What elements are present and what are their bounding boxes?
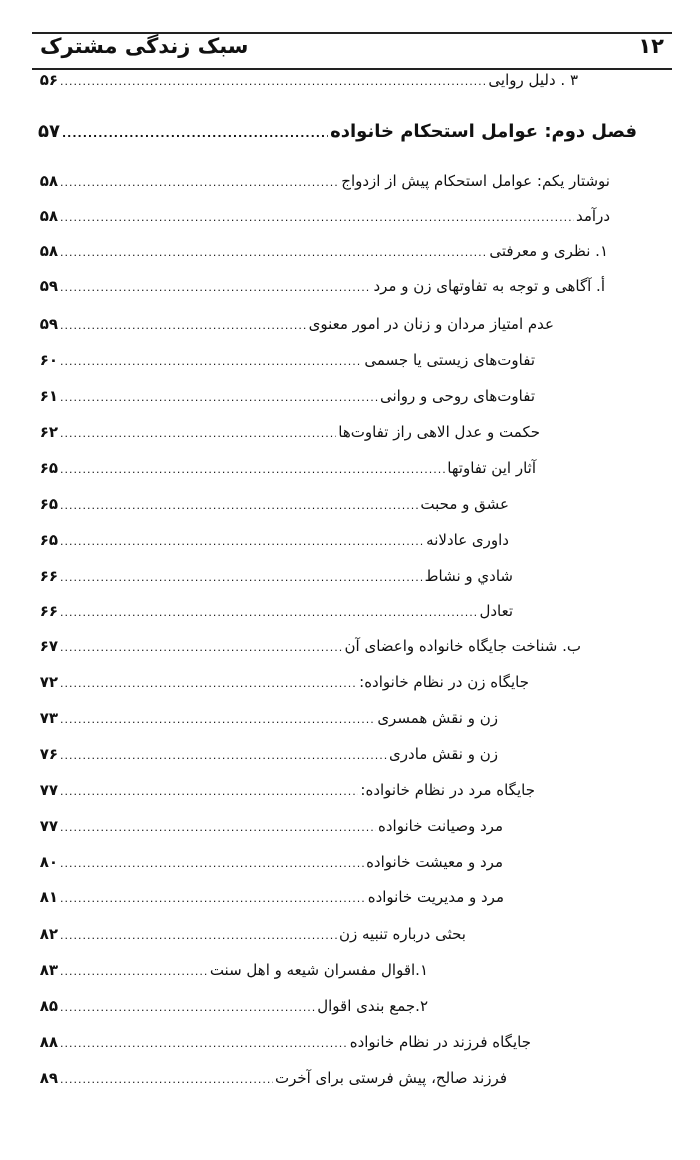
toc-entry-title: ۳ . دلیل روایی <box>488 71 578 89</box>
dot-leader <box>60 571 423 584</box>
toc-entry-title: داوری عادلانه <box>426 531 509 549</box>
dot-leader <box>60 965 208 978</box>
toc-entry-page: ۶۲ <box>39 423 58 441</box>
toc-entry-page: ۸۱ <box>39 888 58 906</box>
toc-entry-page: ۶۰ <box>39 351 58 369</box>
toc-entry-title: جایگاه مرد در نظام خانواده: <box>360 781 535 799</box>
toc-entry-page: ۸۵ <box>39 997 58 1015</box>
toc-entry <box>38 351 535 379</box>
dot-leader <box>60 391 378 404</box>
dot-leader <box>60 785 358 798</box>
page-number: ۱۲ <box>638 34 664 58</box>
dot-leader <box>60 427 336 440</box>
toc-entry-title: أ. آگاهی و توجه به تفاوتهای زن و مرد <box>373 277 605 295</box>
toc-entry-page: ۵۸ <box>39 172 58 190</box>
toc-entry <box>38 71 578 99</box>
toc-entry-title: مرد و مدیریت خانواده <box>367 888 504 906</box>
toc-entry-title: عشق و محبت <box>420 495 509 513</box>
toc-entry <box>38 242 608 270</box>
toc-entry-title: فرزند صالح، پیش فرستی برای آخرت <box>274 1069 507 1087</box>
toc-entry <box>38 315 554 343</box>
dot-leader <box>60 641 343 654</box>
dot-leader <box>60 677 357 690</box>
dot-leader <box>60 821 376 834</box>
running-header-title: سبک زندگی مشترک <box>40 34 249 58</box>
toc-entry-title: زن و نقش مادری <box>389 745 498 763</box>
toc-entry-title: جایگاه زن در نظام خانواده: <box>359 673 529 691</box>
toc-entry-page: ۸۹ <box>39 1069 58 1087</box>
toc-entry <box>38 207 610 235</box>
toc-entry-title: بحثی درباره تنبیه زن <box>338 925 466 943</box>
dot-leader <box>60 75 486 88</box>
header-bottom-rule <box>32 68 672 70</box>
toc-entry-page: ۸۲ <box>39 925 58 943</box>
dot-leader <box>60 857 364 870</box>
toc-entry <box>38 1033 531 1061</box>
dot-leader <box>60 355 362 368</box>
dot-leader <box>60 713 375 726</box>
toc-entry-title: عدم امتیاز مردان و زنان در امور معنوی <box>308 315 554 333</box>
toc-entry <box>38 961 428 989</box>
dot-leader <box>60 1037 348 1050</box>
dot-leader <box>60 211 574 224</box>
toc-entry-page: ۵۷ <box>38 121 60 142</box>
toc-entry-title: شادي و نشاط <box>424 567 513 585</box>
toc-entry-page: ۷۷ <box>39 817 58 835</box>
toc-entry <box>38 745 498 773</box>
toc-entry-page: ۵۶ <box>39 71 58 89</box>
dot-leader <box>60 1073 273 1086</box>
dot-leader <box>60 929 337 942</box>
toc-entry <box>38 817 503 845</box>
toc-entry-page: ۸۳ <box>39 961 58 979</box>
dot-leader <box>60 281 371 294</box>
toc-entry-page: ۵۸ <box>39 242 58 260</box>
toc-entry <box>38 423 540 451</box>
toc-entry-page: ۶۷ <box>39 637 58 655</box>
toc-entry-title: تفاوت‌های روحی و روانی <box>379 387 535 405</box>
toc-entry-page: ۶۶ <box>39 602 58 620</box>
toc-entry <box>38 853 503 881</box>
toc-entry <box>38 781 535 809</box>
toc-entry <box>38 531 509 559</box>
toc-entry-title: ۲.جمع بندی اقوال <box>317 997 428 1015</box>
toc-entry-title: درآمد <box>576 207 610 225</box>
toc-entry-title: جایگاه فرزند در نظام خانواده <box>349 1033 531 1051</box>
toc-entry <box>38 1069 507 1097</box>
toc-entry-title: مرد وصیانت خانواده <box>378 817 503 835</box>
toc-entry-page: ۶۱ <box>39 387 58 405</box>
toc-entry-page: ۶۵ <box>39 459 58 477</box>
toc-entry <box>38 637 581 665</box>
toc-entry <box>38 925 466 953</box>
toc-entry-title: فصل دوم: عوامل استحکام خانواده <box>330 121 637 142</box>
dot-leader <box>60 176 339 189</box>
dot-leader <box>60 319 307 332</box>
toc-entry-page: ۸۰ <box>39 853 58 871</box>
toc-entry <box>38 277 605 305</box>
toc-entry <box>38 172 610 200</box>
dot-leader <box>60 463 445 476</box>
toc-entry-title: زن و نقش همسری <box>377 709 498 727</box>
toc-entry-title: نوشتار یکم: عوامل استحکام پیش از ازدواج <box>341 172 610 190</box>
toc-entry-page: ۸۸ <box>39 1033 58 1051</box>
toc-entry-page: ۶۵ <box>39 531 58 549</box>
toc-entry-title: تفاوت‌های زیستی یا جسمی <box>364 351 535 369</box>
toc-entry <box>38 387 535 415</box>
toc-entry-title: مرد و معیشت خانواده <box>366 853 503 871</box>
toc-entry <box>38 602 513 630</box>
dot-leader <box>62 127 328 140</box>
toc-entry <box>38 888 504 916</box>
toc-entry <box>38 997 428 1025</box>
toc-entry-page: ۷۷ <box>39 781 58 799</box>
dot-leader <box>60 749 387 762</box>
dot-leader <box>60 606 477 619</box>
toc-entry-title: ۱. نظری و معرفتی <box>489 242 608 260</box>
dot-leader <box>60 499 418 512</box>
toc-entry-title: تعادل <box>479 602 513 620</box>
toc-entry-page: ۵۸ <box>39 207 58 225</box>
dot-leader <box>60 535 424 548</box>
toc-entry-page: ۷۲ <box>39 673 58 691</box>
toc-entry-page: ۷۶ <box>39 745 58 763</box>
dot-leader <box>60 892 366 905</box>
toc-entry <box>38 459 536 487</box>
dot-leader <box>60 1001 315 1014</box>
toc-entry-title: ب. شناخت جایگاه خانواده واعضای آن <box>344 637 581 655</box>
toc-entry-title: آثار این تفاوتها <box>447 459 536 477</box>
toc-entry-page: ۵۹ <box>39 315 58 333</box>
toc-entry-page: ۶۶ <box>39 567 58 585</box>
toc-entry-title: حکمت و عدل الاهی راز تفاوت‌ها <box>338 423 540 441</box>
toc-entry-page: ۶۵ <box>39 495 58 513</box>
toc-entry <box>38 673 529 701</box>
toc-entry-page: ۷۳ <box>39 709 58 727</box>
toc-chapter-entry <box>38 121 637 149</box>
toc-entry-title: ۱.اقوال مفسران شیعه و اهل سنت <box>209 961 428 979</box>
toc-entry <box>38 495 509 523</box>
toc-entry <box>38 567 513 595</box>
toc-entry <box>38 709 498 737</box>
dot-leader <box>60 246 487 259</box>
toc-entry-page: ۵۹ <box>39 277 58 295</box>
